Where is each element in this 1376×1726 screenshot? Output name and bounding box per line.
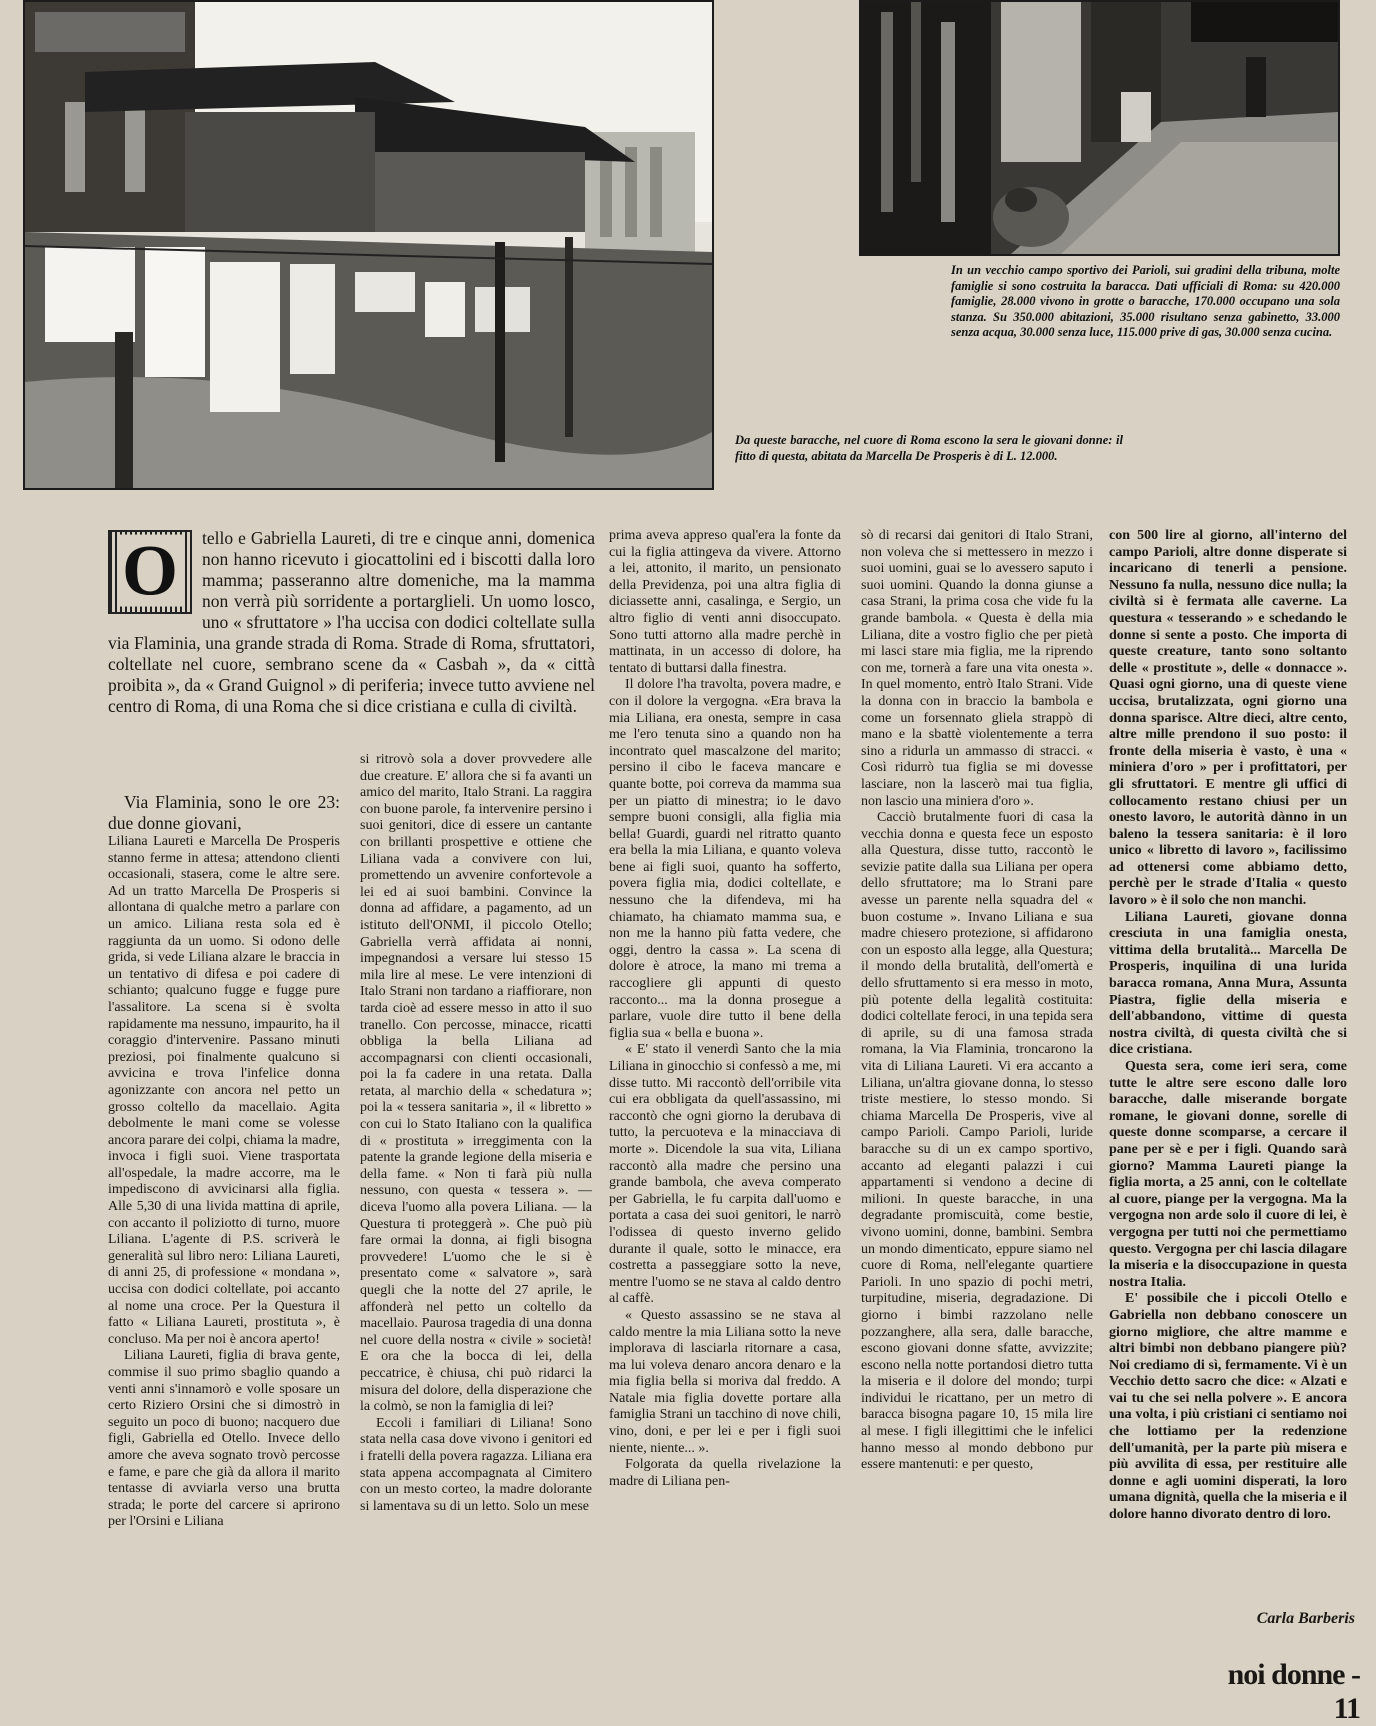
article-column-5 [1109,528,1347,1608]
paragraph: si ritrovò sola a dover provvedere alle due creature. E' allora che si fa avanti un amico del marito, Italo Strani. La raggira con buone parole, fa intervenire persino i suoi genitori, dice di essere un cantante con brillanti prospettive e ottiene che Liliana vada a convivere con lui, promettendo un avvenire confortevole a lei ed ai suoi bambini. Convince la donna ad affidare, a pagamento, ad un istituto dell'ONMI, il piccolo Otello; Gabriella verrà affidata ai nonni, impegnandosi a versare lui stesso 15 mila lire al mese. Le vere intenzioni di Italo Strani non tardano a riaffiorare, non tarda cioè ad essere messo in atto il suo tranello. Con percosse, minacce, ricatti obbliga la bella Liliana ad accompagnarsi con clienti occasionali, poi la fa cadere in una retata. Dalla retata, al marchio della « schedatura »; poi la « tessera sanitaria », il « libretto » con cui lo Stato Italiano con la qualifica di « prostituta » irreggimenta con la patente la grande legione della miseria e della fame. « Non ti farà più nulla nessuno, con questa « tessera ». — diceva l'uomo alla povera Liliana. — la Questura ti proteggerà ». Che può più fare ormai la donna, ai figli bisogna provvedere! L'uomo che le si è presentato come « salvatore », sarà quegli che la notte del 27 aprile, le affonderà nel petto un coltello da macellaio. Paurosa tragedia di una donna nel cuore della nostra « civile » società! E ora che la bocca di lei, della peccatrice, è chiusa, chi può ridarci la misura del dolore, della disperazione che la colmò, se non la famiglia di lei? [360,752,592,1415]
paragraph: Liliana Laureti e Marcella De Prosperis stanno ferme in attesa; attendono clienti occasionali, stasera, come le altre sere. Ad un tratto Marcella De Prosperis si allontana di qualche metro a parlare con un amico. Liliana resta sola ed è raggiunta da un uomo. Si odono delle grida, si vede Liliana alzare le braccia in un tentativo di difesa e poi cadere di schianto; qualcuno fugge e fugge pure l'assalitore. La scena si è svolta rapidamente ma nessuno, impaurito, ha il coraggio d'intervenire. Passano minuti preziosi, poi finalmente qualcuno si avvicina e trova l'infelice donna agonizzante con ancora nel petto un grosso coltello da macellaio. Agita debolmente le mani come se volesse ancora parare dei colpi, chiama la madre, invoca i figli suoi. Viene trasportata all'ospedale, la madre accorre, ma le impediscono di avvicinarsi alla figlia. Alle 5,30 di una livida mattina di aprile, con accanto il poliziotto di turno, muore Liliana. L'agente di P.S. scriverà le generalità sul libro nero: Liliana Laureti, di anni 25, di professione « mondana », uccisa con dodici coltellate, poi accanto al nome una croce. Per la Questura il fatto « Liliana Laureti, prostituta », è concluso. Ma per noi è ancora aperto! [108,834,340,1347]
paragraph: « E' stato il venerdì Santo che la mia Liliana in ginocchio si confessò a me, mi disse tutto. Mi raccontò dell'orribile vita cui era obbligata da quell'assassino, mi raccontò che ogni giorno la derubava di tutto, la percuoteva e la minacciava di morte ». Dicendole la sua vita, Liliana raccontò alla madre che persino una grande bambola, che aveva comperato per Gabriella, le fu carpita dall'uomo e portata a casa dei suoi genitori, le narrò l'odissea di questo inverno gelido durante il quale, sotto le minacce, era costretta a passeggiare sotto la neve, mentre l'uomo se ne stava al caldo dentro al caffè. [609,1042,841,1307]
shacks-photo [23,0,714,490]
paragraph: Via Flaminia, sono le ore 23: due donne giovani, [108,792,340,833]
paragraph: Il dolore l'ha travolta, povera madre, e con il dolore la vergogna. «Era brava la mia Liliana, era onesta, sempre in casa me l'ero tenuta sino a quando non ha incontrato quel mascalzone del marito; persino il cibo le faceva mancare e quante botte, poi correva da mamma sua per un piatto di minestra; io le davo sempre buoni consigli, alla figlia mia bella! Guardi, guardi nel ritratto quanto era bella la mia Liliana, e quanto voleva bene ai figli suoi, quanto ha sofferto, povera figlia mia, dodici coltellate, e nessuno che la difendeva, mi ha chiamato, ha chiamato mamma sua, e non me la hanno più fatta vedere, che oggi, dentro la cassa ». La scena di dolore è atroce, la mano mi trema a raccogliere gli appunti di questo racconto... ma la donna prosegue a parlare, vuole dire tutto il bene della figlia sua « bella e buona ». [609,677,841,1041]
page-footer: noi donne - 11 [1227,1658,1360,1725]
paragraph: E' possibile che i piccoli Otello e Gabriella non debbano conoscere un giorno migliore, che altre mamme e altri bimbi non debbano piangere più? Noi crediamo di sì, fermamente. Vi è un Vecchio detto sacro che dice: « Alzati e vai tu che sei nella polvere ». E ancora una volta, i più cristiani ci sentiamo noi che lottiamo per la redenzione dell'umanità, per la parte più misera e più avvilita di essa, per restituire alle donne e agli uomini disperati, la loro umana dignità, quella che la miseria e il dolore hanno divorato dentro di loro. [1109,1291,1347,1523]
paragraph: prima aveva appreso qual'era la fonte da cui la figlia attingeva da vivere. Attorno a lei, attonito, il marito, un pensionato della Previdenza, poi una altra figlia di diciassette anni, casalinga, e Sergio, un altro figlio di venti anni disoccupato. Sono tutti attorno alla madre perchè in mattinata, in un accesso di dolore, ha tentato di buttarsi dalla finestra. [609,528,841,676]
paragraph: Liliana Laureti, figlia di brava gente, commise il suo primo sbaglio quando a venti anni s'innamorò e volle sposare un certo Riziero Orsini che si dimostrò in seguito un poco di buono; nacquero due figli, Gabriella ed Otello. Invece dello amore che aveva sognato trovò percosse e fame, e pare che già da allora il marito tentasse di avviarla verso una brutta strada; le porte del carcere si aprirono per l'Orsini e Liliana [108,1348,340,1530]
paragraph: con 500 lire al giorno, all'interno del campo Parioli, altre donne disperate si incaricano di tenerli a pensione. Nessuno fa nulla, nessuno dice nulla; la civiltà si è fermata alle caverne. La questura « tesserando » e schedando le donne si sente a posto. Che importa di queste creature, tanto sono soltanto delle « prostitute », delle « donnacce ». Quasi ogni giorno, una di queste viene uccisa, brutalizzata, ogni giorno una donna sparisce. Altre dieci, altre cento, altre mille prendono il suo posto: il fronte della miseria è vasto, è una « miniera d'oro » per i profittatori, per gli sfruttatori. E mentre gli uffici di collocamento restano chiusi per un onesto lavoro, le autorità dànno in un baleno la tessera sanitaria: è il loro unico « libretto di lavoro », facilissimo ad ottenersi come abbiamo detto, perchè per le strade d'Italia « questo lavoro » è il solo che non manchi. [1109,528,1347,909]
paragraph: Eccoli i familiari di Liliana! Sono stata nella casa dove vivono i genitori ed i fratelli della povera ragazza. Liliana era stata appena accompagnata al Cimitero con un mesto corteo, la madre dolorante si lamentava su di un letto. Solo un mese [360,1415,592,1514]
right-photo-caption: In un vecchio campo sportivo dei Parioli, sui gradini della tribuna, molte famiglie si sono costruita la baracca. Dati ufficiali di Roma: su 420.000 famiglie, 28.000 vivono in grotte o baracche, 170.000 occupano una sola stanza. Su 350.000 abitazioni, 35.000 risultano senza gabinetto, 33.000 senza acqua, 30.000 senza luce, 115.000 prive di gas, 30.000 senza cucina. [951,263,1340,339]
article-column-4 [861,528,1093,1622]
article-column-2 [360,752,592,1622]
paragraph: Liliana Laureti, giovane donna cresciuta in una famiglia onesta, vittima della brutalità... Marcella De Prosperis, inquilina di una lurida baracca romana, Anna Mura, Assunta Piastra, figlie della miseria e dell'abbandono, vittime di questa nostra civiltà, di questa civiltà che si dice cristiana. [1109,909,1347,1058]
photo-laundry-shacks-image [25,2,712,488]
paragraph: Folgorata da quella rivelazione la madre di Liliana pen- [609,1457,841,1489]
paragraph: sò di recarsi dai genitori di Italo Strani, non voleva che si mettessero in mezzo i suoi uomini, guai se lo avessero saputo i suoi uomini. Quando la donna giunse a casa Strani, la prima cosa che vide fu la grande bambola. « Questa è della mia Liliana, dite a vostro figlio che per pietà mi lasci stare mia figlia, me la riprendo con me, tornerà a fare una vita onesta ». In quel momento, entrò Italo Strani. Vide la donna con in braccio la bambola e come un forsennato gliela strappò di mano e la sbattè violentemente a terra sino a ridurla un ammasso di stracci. « Così ridurrò tua figlia se mi dovesse lasciare, non la lascerò mai tua figlia, non lascio una miniera d'oro ». [861,528,1093,809]
dropcap: O [108,530,192,614]
author-signature: Carla Barberis [1256,1610,1355,1627]
paragraph: « Questo assassino se ne stava al caldo mentre la mia Liliana sotto la neve implorava di lasciarla ritornare a casa, ma lui voleva denaro ancora denaro e la mia figlia bella si moriva dal freddo. A Natale mia figlia dovette portare alla famiglia Strani un tacchino di nove chili, vino, doni, e per lei e per i figli suoi niente, niente... ». [609,1307,841,1456]
paragraph: Cacciò brutalmente fuori di casa la vecchia donna e questa fece un esposto alla Questura, disse tutto, raccontò le sevizie patite dalla sua Liliana per opera dello sfruttatore; ma lo Strani pare avesse un parente nella squadra del « buon costume ». Invano Liliana e sua madre chiesero protezione, si affidarono con un esposto alla legge, alla Questura; il mondo della brutalità, dell'omertà e dello sfruttamento si era messo in moto, più potente della legalità costituita: dodici coltellate feroci, in una tepida sera di aprile, su di una famosa strada romana, la Via Flaminia, troncarono la vita di Liliana Laureti. Vi era accanto a Liliana, un'altra giovane donna, lo stesso triste mestiere, lo stesso mondo. Si chiama Marcella De Prosperis, vive al campo Parioli. Campo Parioli, luride baracche su di un ex campo sportivo, accanto ad eleganti palazzi i cui appartamenti si vendono a decine di milioni. In queste baracche, in una degradante promiscuità, come bestie, vivono uomini, donne, bambini. Sembra un mondo dimenticato, eppure siamo nel cuore di Roma, nell'elegante quartiere Parioli. In uno spazio di pochi metri, turpitudine, miseria, degradazione. Di giorno i bimbi razzolano nelle pozzanghere, alla sera, dalle baracche, escono giovani donne sfatte, avvizzite; escono nella notte portandosi dietro tutta la miseria e il dolore del mondo; turpi individui le ricattano, per un metro di baracca bisogna pagare 10, 15 mila lire al mese. I figli illegittimi che le infelici hanno messo al mondo debbono pur essere mantenuti: e per questo, [861,810,1093,1473]
paragraph: Questa sera, come ieri sera, come tutte le altre sere escono dalle loro baracche, dalle miserande borgate romane, le giovani donne, sorelle di queste donne scomparse, a cercare il pane per sè e per i figli. Quando sarà giorno? Mamma Laureti piange la figlia morta, a 25 anni, con le coltellate al cuore, piange per la vergogna. Ma la vergogna non arde solo il cuore di lei, è vergogna per tutti noi che permettiamo questo. Vergogna per chi lascia dilagare la miseria e la disoccupazione in questa nostra Italia. [1109,1059,1347,1290]
article-lead: tello e Gabriella Laureti, di tre e cinque anni, domenica non hanno ricevuto i giocattolini ed i biscotti dalla loro mamma; passeranno altre domeniche, ma la mamma non verrà più sorridente a portarglieli. Un uomo losco, uno « sfruttatore » l'ha uccisa con dodici coltellate sulla via Flaminia, una grande strada di Roma. Strade di Roma, sfruttatori, coltellate nel cuore, sembrano scene da « Casbah », da « città proibita », da « Grand Guignol » di periferia; invece tutto avviene nel centro di Roma, di una Roma che si dice cristiana e culla di civiltà. [108,528,595,716]
left-photo-caption: Da queste baracche, nel cuore di Roma escono la sera le giovani donne: il fitto di questa, abitata da Marcella De Prosperis è di L. 12.000. [735,433,1123,463]
photo-alley-dog-image [861,2,1338,254]
article-column-3 [609,528,841,1622]
stadium-alley-photo [859,0,1340,256]
article-column-1b [108,792,340,1622]
